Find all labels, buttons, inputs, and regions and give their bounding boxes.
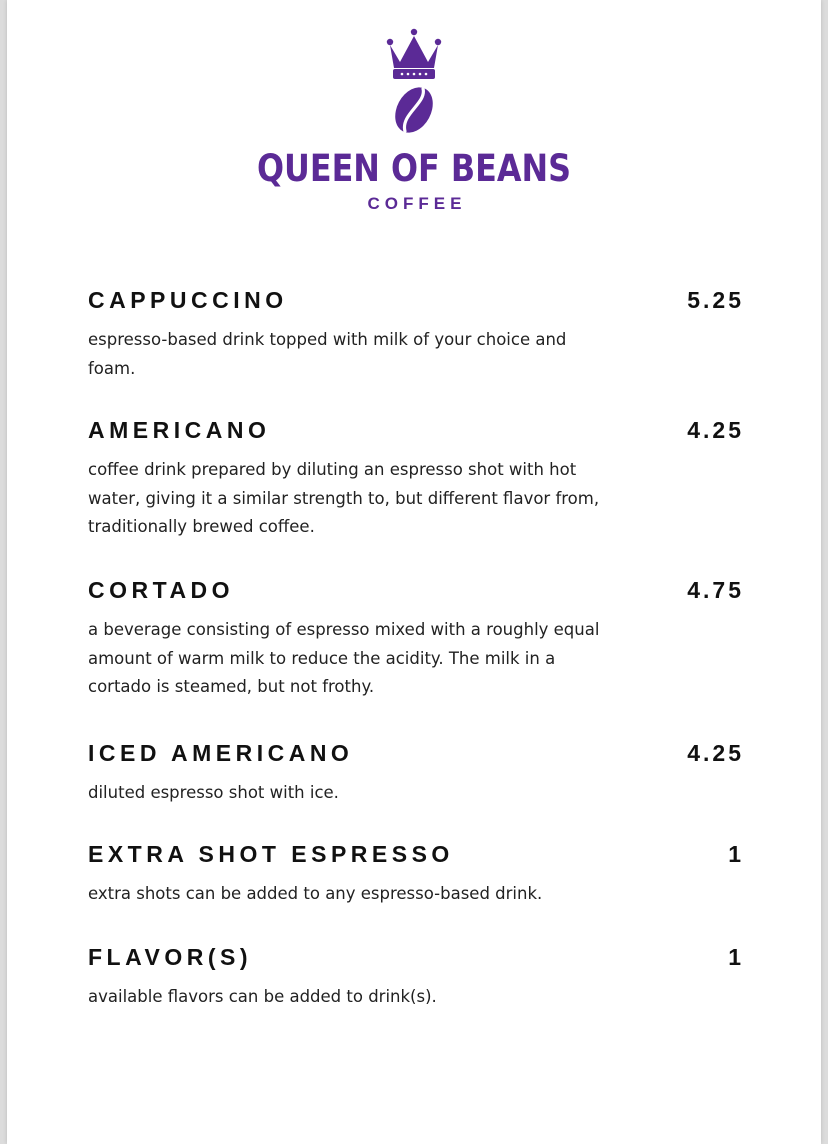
- menu-item-extra-shot-espresso: [88, 840, 744, 943]
- item-name: EXTRA SHOT ESPRESSO: [88, 841, 454, 867]
- menu-item-iced-americano: [88, 739, 744, 840]
- brand-subtitle: COFFEE: [367, 194, 467, 213]
- brand-name: QUEEN OF BEANS: [256, 147, 572, 190]
- item-name: CAPPUCCINO: [88, 287, 288, 313]
- item-price: 5.25: [687, 287, 744, 313]
- menu-page: [7, 0, 821, 1144]
- item-price: 4.75: [687, 577, 744, 603]
- item-name: FLAVOR(S): [88, 944, 253, 970]
- item-description: a beverage consisting of espresso mixed with a roughly equal amount of warm milk to reduce the acidity. The milk in a cortado is steamed, but not frothy.: [88, 620, 600, 696]
- item-name: AMERICANO: [88, 417, 271, 443]
- item-price: 1: [728, 841, 744, 867]
- item-price: 4.25: [687, 740, 744, 766]
- item-name: ICED AMERICANO: [88, 740, 354, 766]
- item-description: coffee drink prepared by diluting an espresso shot with hot water, giving it a similar strength to, but different flavor from, traditionally brewed coffee.: [88, 460, 600, 536]
- item-description: extra shots can be added to any espresso-based drink.: [88, 884, 543, 903]
- menu-list: [88, 286, 744, 1023]
- item-name: CORTADO: [88, 577, 235, 603]
- menu-item-flavors: [88, 943, 744, 1023]
- item-price: 4.25: [687, 417, 744, 443]
- item-description: available flavors can be added to drink(s).: [88, 987, 437, 1006]
- menu-item-cappuccino: [88, 286, 744, 416]
- menu-item-americano: [88, 416, 744, 576]
- menu-item-cortado: [88, 576, 744, 739]
- item-price: 1: [728, 944, 744, 970]
- item-description: diluted espresso shot with ice.: [88, 783, 339, 802]
- brand-logo: [7, 28, 821, 214]
- item-description: espresso-based drink topped with milk of your choice and foam.: [88, 330, 567, 378]
- crown-coffee-bean-icon: [382, 28, 446, 136]
